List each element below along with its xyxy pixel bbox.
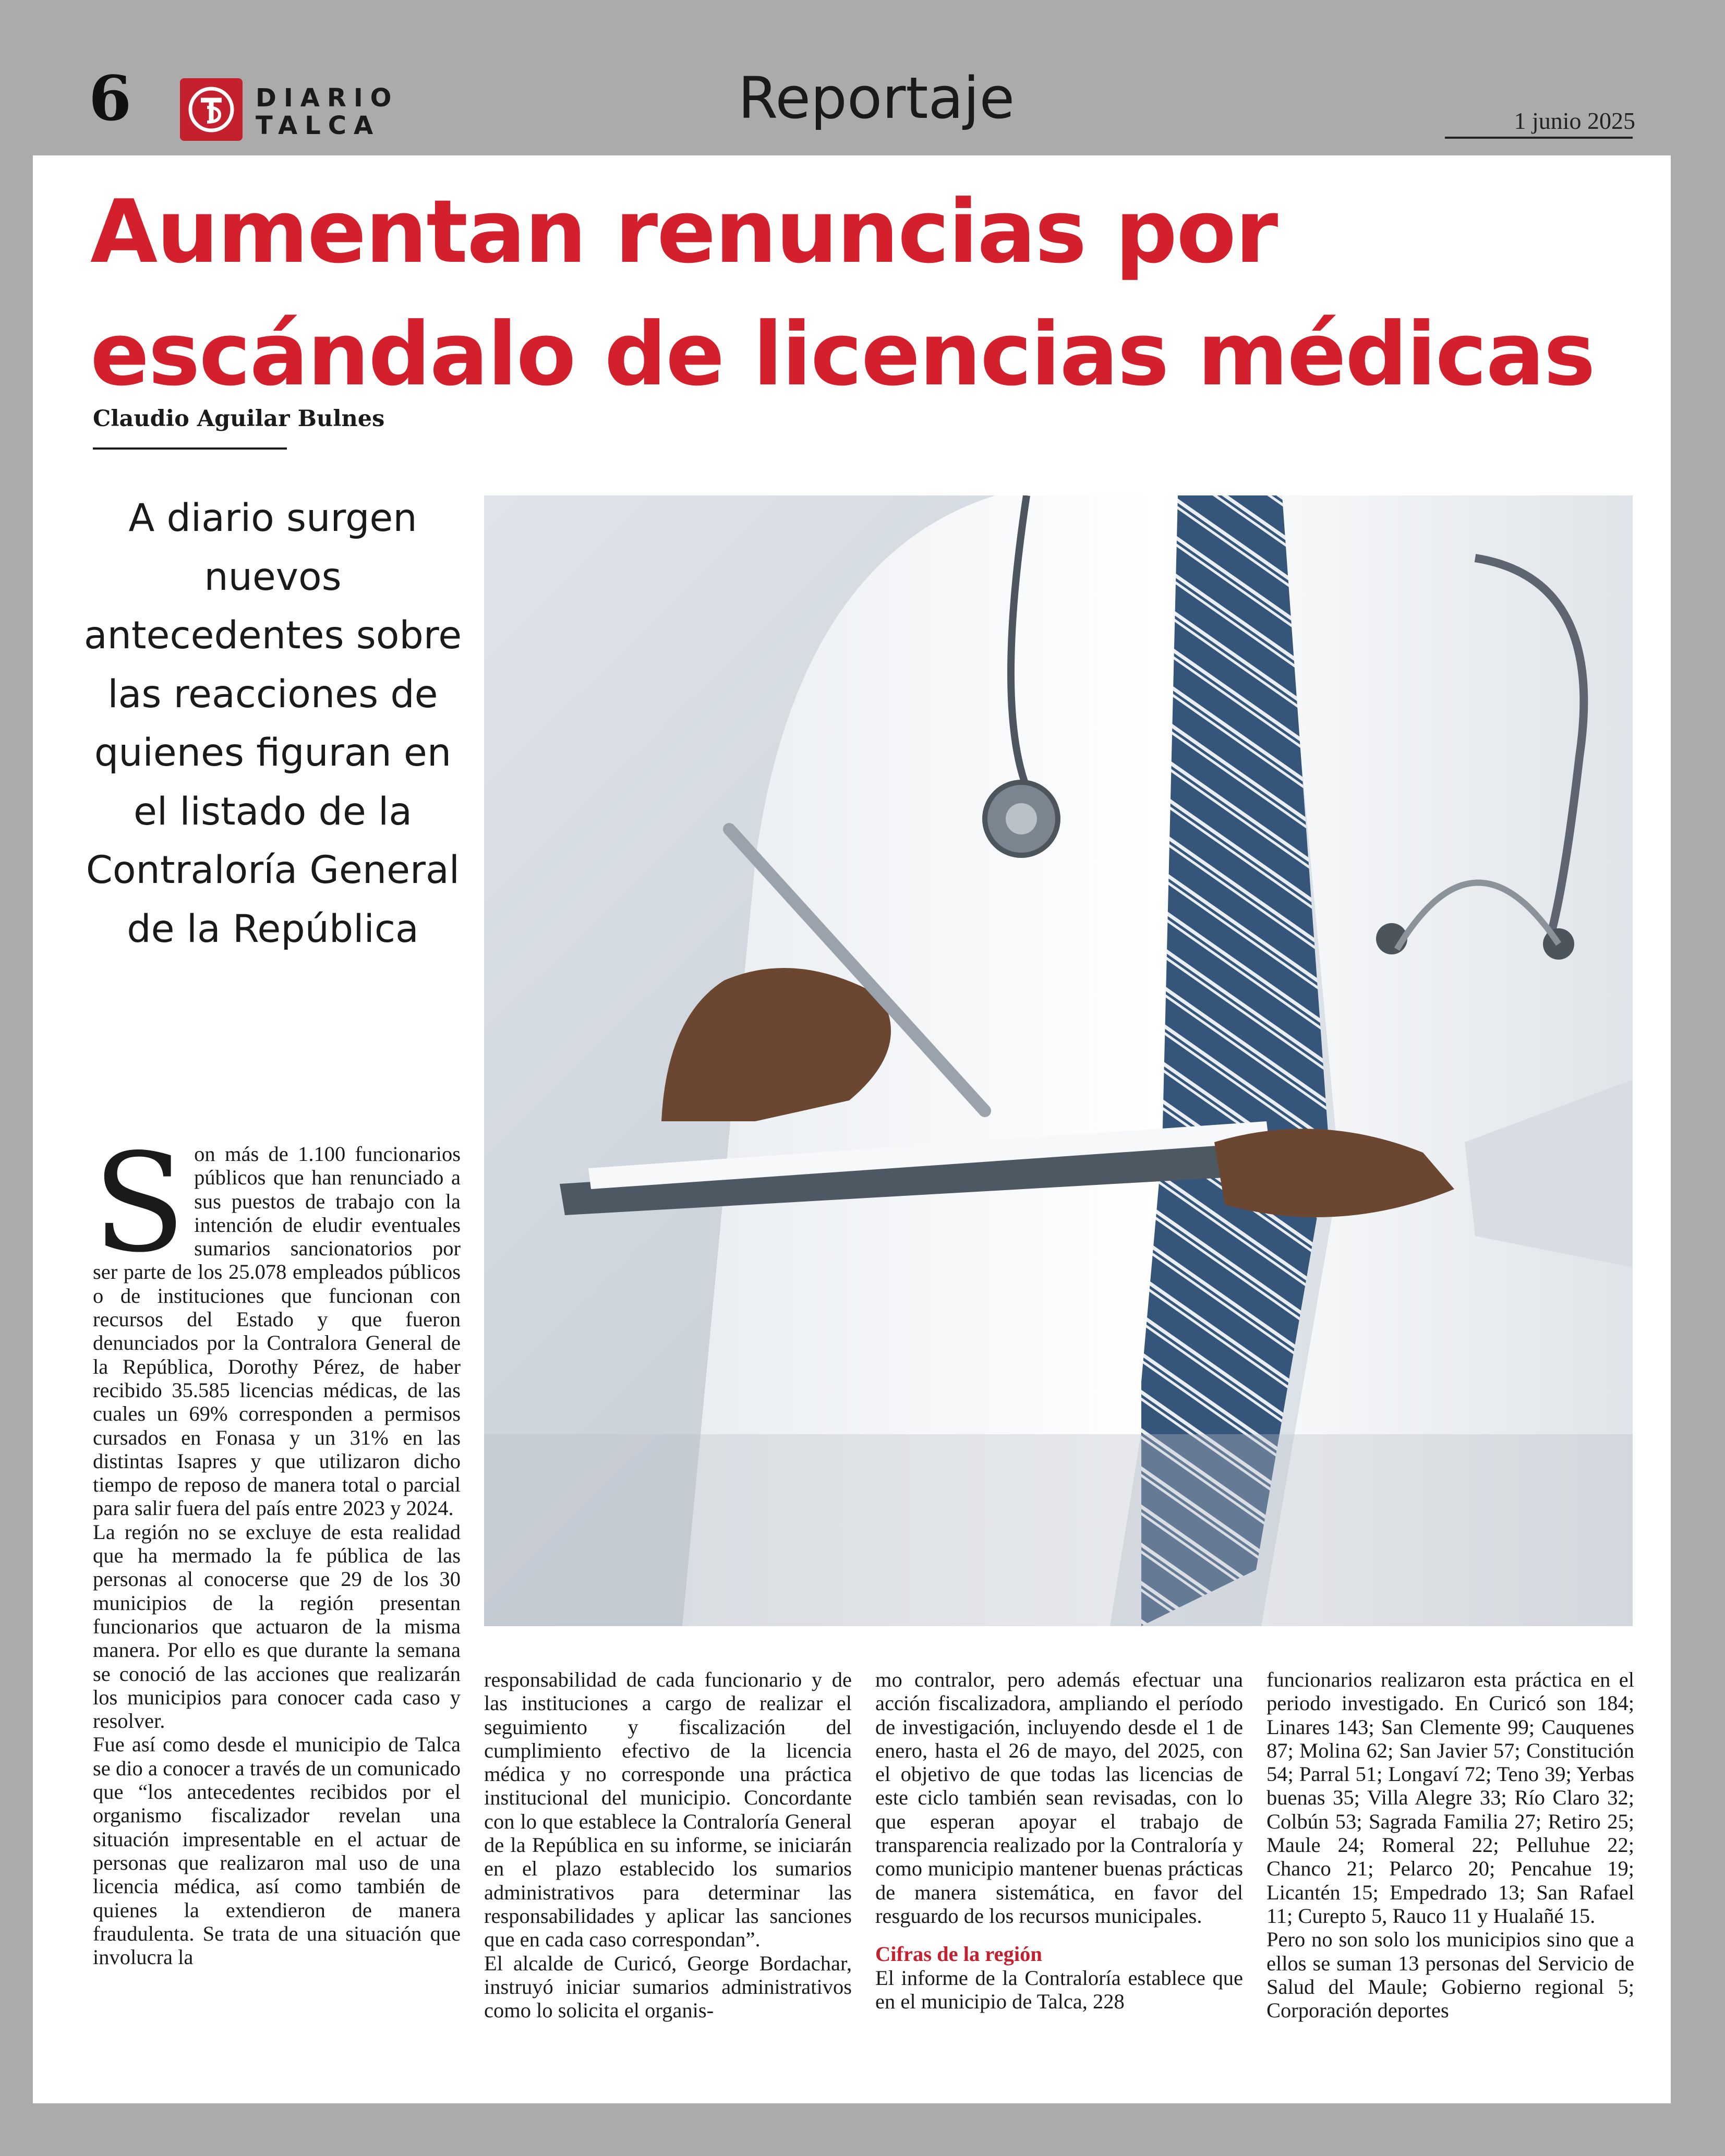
article-column-2 [484, 1668, 852, 2022]
body-paragraph: Fue así como desde el municipio de Talca se dio a conocer a través de un comunicado que “los antecedentes recibidos por el organismo fiscalizador revelan una situación impresentable en el actuar de personas que realizaron mal uso de una licencia médica, así como también de quienes la extendieron de manera fraudulenta. Se trata de una situación que involucra la [93, 1733, 461, 1969]
section-title: Reportaje [738, 65, 1015, 131]
article-column-3 [875, 1668, 1243, 2013]
article-column-4 [1266, 1668, 1634, 2022]
body-paragraph: Pero no son solo los municipios sino que a ellos se suman 13 personas del Servicio de Salud del Maule; Gobierno regional 5; Corporación deportes [1266, 1928, 1634, 2022]
body-paragraph: La región no se excluye de esta realidad que ha mermado la fe pública de las personas al conocerse que 29 de los 30 municipios de la región presentan funcionarios que actuaron de la misma manera. Por ello es que durante la semana se conoció de las acciones que realizarán los municipios para conocer cada caso y resolver. [93, 1520, 461, 1733]
byline: Claudio Aguilar Bulnes [93, 406, 385, 432]
page-header [0, 0, 1725, 156]
logo-line-1: DIARIO [256, 83, 399, 113]
logo-wordmark [256, 84, 399, 140]
article-column-1 [93, 1125, 461, 1969]
diario-talca-logo-icon [180, 78, 243, 141]
body-paragraph: responsabilidad de cada funcionario y de las instituciones a cargo de realizar el seguimiento y fiscalización del cumplimiento efectivo de la licencia médica y no corresponde una práctica institucional del municipio. Concordante con lo que establece la Contraloría General de la República en su informe, se iniciarán en el plazo establecido los sumarios administrativos para determinar las responsabilidades y aplicar las sanciones que en cada caso correspondan”. [484, 1668, 852, 1952]
body-paragraph: on más de 1.100 funcionarios públicos que han renunciado a sus puestos de trabajo con la intención de eludir eventuales sumarios sancionatorios por ser parte de los 25.078 empleados públicos o de instituciones que funcionan con recursos del Estado y que fueron denunciados por la Contralora General de la República, Dorothy Pérez, de haber recibido 35.585 licencias médicas, de las cuales un 69% corresponden a permisos cursados en Fonasa y un 31% en las distintas Isapres y que utilizaron dicho tiempo de reposo de manera total o parcial para salir fuera del país entre 2023 y 2024. [93, 1142, 461, 1520]
headline: Aumentan renuncias por escándalo de licencias médicas [90, 181, 1595, 405]
logo-line-2: TALCA [256, 111, 381, 140]
page-number: 6 [89, 62, 132, 135]
body-paragraph: funcionarios realizaron esta práctica en el periodo investigado. En Curicó son 184; Linares 143; San Clemente 99; Cauquenes 87; Molina 62; San Javier 57; Constitución 54; Parral 51; Longaví 72; Teno 39; Yerbas buenas 35; Villa Alegre 33; Río Claro 32; Colbún 53; Sagrada Familia 27; Retiro 25; Maule 24; Romeral 22; Pelluhue 22; Chanco 21; Pelarco 20; Pencahue 19; Licantén 15; Empedrado 13; San Rafael 11; Curepto 5, Rauco 11 y Hualañé 15. [1266, 1668, 1634, 1928]
body-paragraph: El informe de la Contraloría establece que en el municipio de Talca, 228 [875, 1966, 1243, 2013]
subheading: Cifras de la región [875, 1942, 1042, 1966]
byline-divider [93, 447, 287, 450]
body-paragraph: El alcalde de Curicó, George Bordachar, instruyó iniciar sumarios administrativos como lo solicita el organis- [484, 1951, 852, 2022]
body-paragraph: mo contralor, pero además efectuar una acción fiscalizadora, ampliando el período de investigación, incluyendo desde el 1 de enero, hasta el 26 de mayo, del 2025, con el objetivo de que todas las licencias de este ciclo también sean revisadas, con lo que esperan apoyar el trabajo de transparencia realizado por la Contraloría y como municipio mantener buenas prácticas de manera sistemática, en favor del resguardo de los recursos municipales. [875, 1668, 1243, 1928]
drop-cap: S [93, 1125, 186, 1282]
date-divider [1445, 137, 1633, 139]
article-photo [484, 495, 1633, 1626]
issue-date: 1 junio 2025 [1514, 107, 1635, 134]
article-page [33, 155, 1671, 2103]
deck-summary: A diario surgen nuevos antecedentes sobre las reacciones de quienes figuran en el listado de la Contraloría General de la República [83, 496, 462, 951]
